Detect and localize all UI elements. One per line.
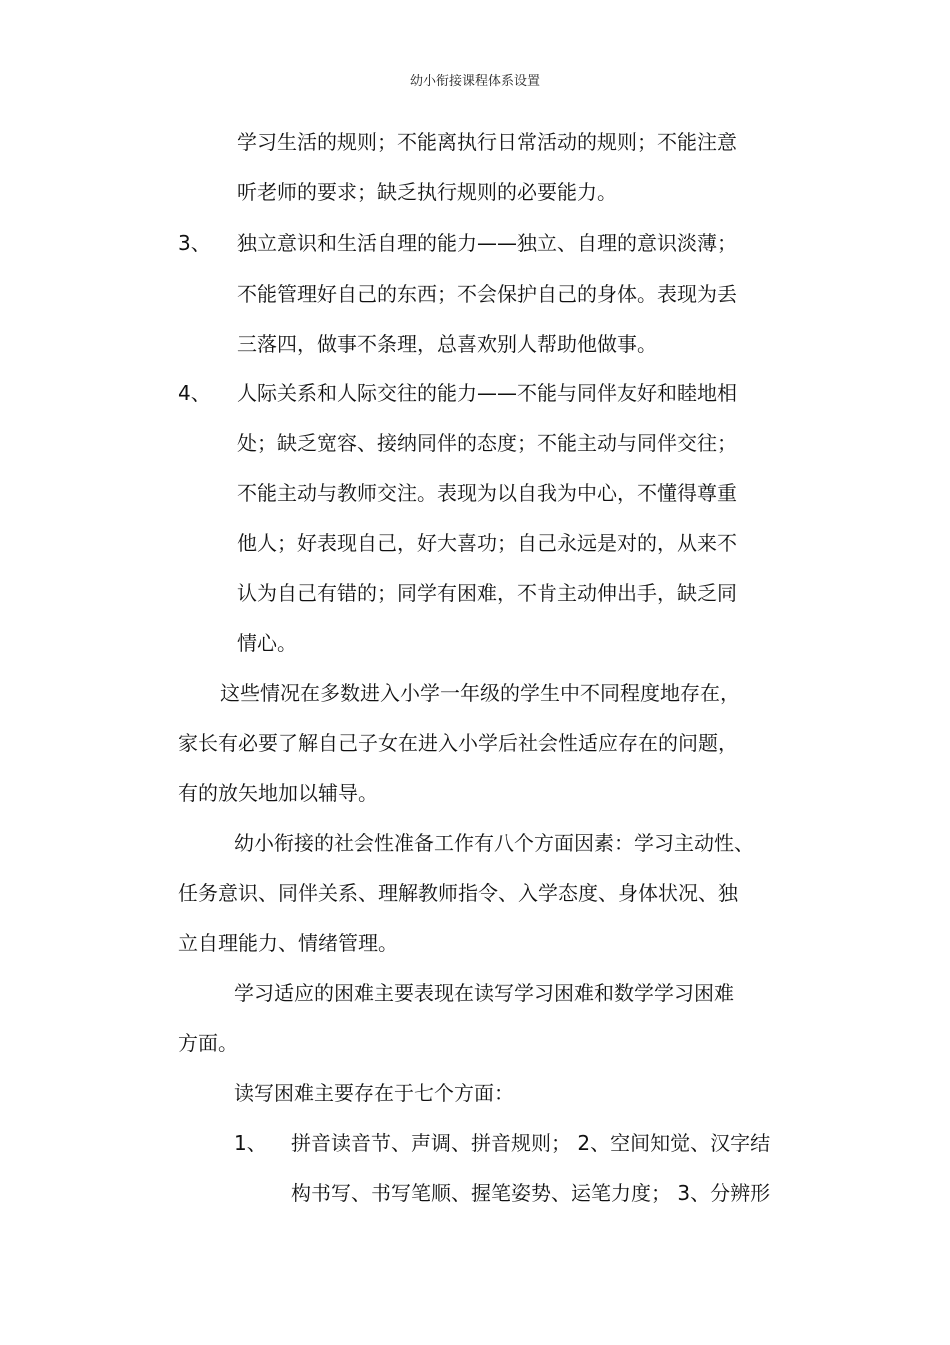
paragraph-line: 方面。 xyxy=(178,1031,238,1055)
paragraph-line: 有的放矢地加以辅导。 xyxy=(178,781,378,805)
paragraph-line: 拼音读音节、声调、拼音规则； 2、空间知觉、汉字结 xyxy=(291,1131,771,1155)
paragraph-line: 学习生活的规则；不能离执行日常活动的规则；不能注意 xyxy=(237,130,737,154)
paragraph-line: 情心。 xyxy=(237,631,297,655)
paragraph-line: 他人；好表现自己，好大喜功；自己永远是对的，从来不 xyxy=(237,531,737,555)
paragraph-line: 不能管理好自己的东西；不会保护自己的身体。表现为丢 xyxy=(237,282,737,306)
paragraph-line: 任务意识、同伴关系、理解教师指令、入学态度、身体状况、独 xyxy=(178,881,738,905)
paragraph-line: 学习适应的困难主要表现在读写学习困难和数学学习困难 xyxy=(234,981,734,1005)
paragraph-line: 不能主动与教师交注。表现为以自我为中心，不懂得尊重 xyxy=(237,481,737,505)
paragraph-line: 构书写、书写笔顺、握笔姿势、运笔力度； 3、分辨形 xyxy=(291,1181,771,1205)
page-header: 幼小衔接课程体系设置 xyxy=(409,74,540,89)
paragraph-line: 认为自己有错的；同学有困难，不肯主动伸出手，缺乏同 xyxy=(237,581,737,605)
list-number: 4、 xyxy=(178,381,211,405)
paragraph-line: 处；缺乏宽容、接纳同伴的态度；不能主动与同伴交往； xyxy=(237,431,737,455)
paragraph-line: 听老师的要求；缺乏执行规则的必要能力。 xyxy=(237,180,617,204)
paragraph-line: 幼小衔接的社会性准备工作有八个方面因素：学习主动性、 xyxy=(234,831,754,855)
paragraph-line: 这些情况在多数进入小学一年级的学生中不同程度地存在， xyxy=(220,681,740,705)
list-number: 1、 xyxy=(234,1131,267,1155)
paragraph-line: 家长有必要了解自己子女在进入小学后社会性适应存在的问题， xyxy=(178,731,738,755)
list-number: 3、 xyxy=(178,231,211,255)
paragraph-line: 独立意识和生活自理的能力——独立、自理的意识淡薄； xyxy=(237,231,737,255)
paragraph-line: 读写困难主要存在于七个方面： xyxy=(234,1081,514,1105)
paragraph-line: 三落四，做事不条理，总喜欢别人帮助他做事。 xyxy=(237,332,657,356)
paragraph-line: 人际关系和人际交往的能力——不能与同伴友好和睦地相 xyxy=(237,381,737,405)
paragraph-line: 立自理能力、情绪管理。 xyxy=(178,931,398,955)
